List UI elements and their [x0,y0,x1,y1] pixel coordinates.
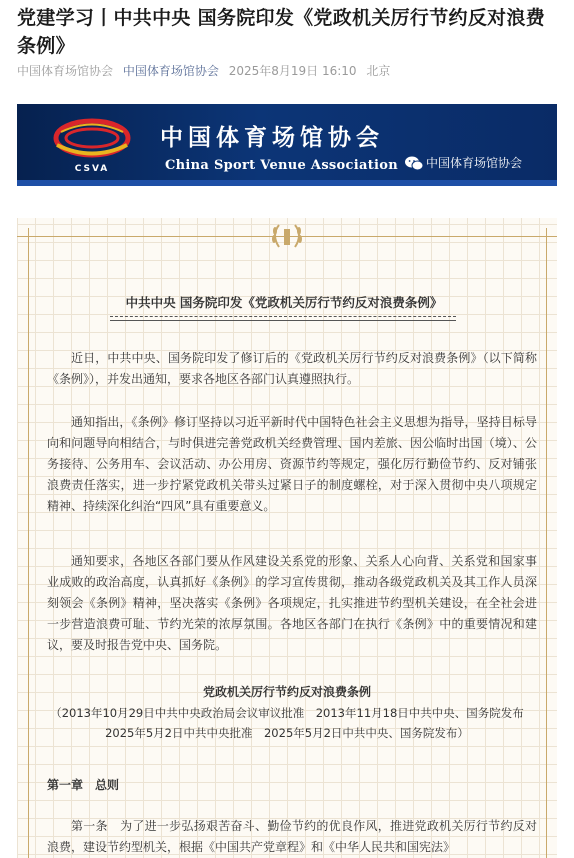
wechat-account [405,154,522,171]
heading-divider [110,316,456,317]
paragraph-3: 通知要求，各地区各部门要从作风建设关系党的形象、关系人心向背、关系党和国家事业成败的政治高度，认真抓好《条例》的学习宣传贯彻，推动各级党政机关及其工作人员深刻领会《条例》精神，坚决落实《条例》各项规定，扎实推进节约型机关建设，在全社会进一步营造浪费可耻、节约光荣的浓厚氛围。各地区各部门在执行《条例》中的重要情况和建议，要及时报告党中央、国务院。 [47,554,537,652]
regulation-subtitle-1: （2013年10月29日中共中央政治局会议审议批准 2013年11月18日中共中央、国务院发布 [50,706,524,720]
csva-logo [47,112,137,178]
association-name-en: China Sport Venue Association [165,158,398,173]
article-1: 第一条 为了进一步弘扬艰苦奋斗、勤俭节约的优良作风，推进党政机关厉行节约反对浪费，建设节约型机关，根据《中国共产党章程》和《中华人民共和国宪法》 [47,819,537,854]
document-heading: 中共中央 国务院印发《党政机关厉行节约反对浪费条例》 [125,295,443,310]
banner-stripe [17,180,557,186]
wechat-label: 中国体育场馆协会 [426,156,523,170]
document-paper [17,218,557,858]
article-meta [17,62,396,79]
regulation-title: 党政机关厉行节约反对浪费条例 [202,685,371,699]
account-name-link[interactable]: 中国体育场馆协会 [122,64,219,78]
publish-location: 北京 [366,64,391,78]
association-name-cn: 中国体育场馆协会 [160,124,384,151]
paragraph-1: 近日，中共中央、国务院印发了修订后的《党政机关厉行节约反对浪费条例》（以下简称《条例》），并发出通知，要求各地区各部门认真遵照执行。 [47,351,537,386]
chapter-heading: 第一章 总则 [47,778,120,792]
logo-text: CSVA [74,164,110,174]
laurel-icon [265,221,309,251]
article-title: 党建学习丨中共中央 国务院印发《党政机关厉行节约反对浪费条例》 [17,7,546,57]
heading-divider-2 [110,320,456,321]
frame-left-line [28,228,29,858]
paragraph-2: 通知指出，《条例》修订坚持以习近平新时代中国特色社会主义思想为指导，坚持目标导向和问题导向相结合，与时俱进完善党政机关经费管理、国内差旅、因公临时出国（境）、公务接待、公务用车、会议活动、办公用房、资源节约等规定，强化厉行勤俭节约、反对铺张浪费责任落实，进一步拧紧党政机关带头过紧日子的制度螺栓，对于深入贯彻中央八项规定精神、持续深化纠治“四风”具有重要意义。 [47,415,537,513]
publish-date: 2025年8月19日 16:10 [228,64,357,78]
wechat-icon [405,156,423,171]
regulation-subtitle-2: 2025年5月2日中共中央批准 2025年5月2日中共中央、国务院发布） [105,726,469,740]
csva-emblem-icon [47,112,137,164]
frame-right-line [546,228,547,858]
header-banner [17,104,557,186]
source-org: 中国体育场馆协会 [17,64,114,78]
